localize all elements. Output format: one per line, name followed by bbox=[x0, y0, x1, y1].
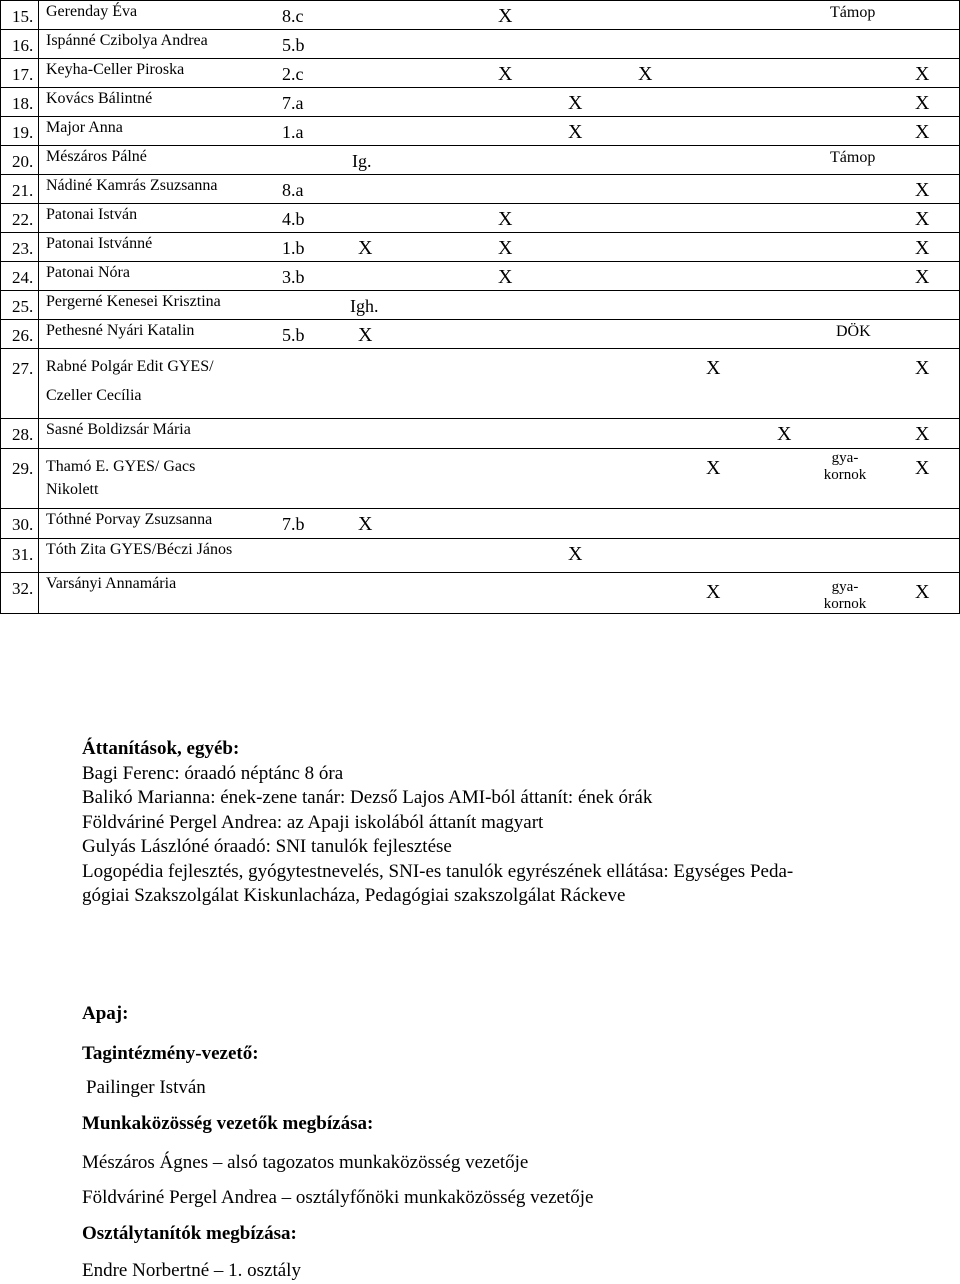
x-mark: X bbox=[568, 121, 583, 143]
teacher-name: Tóth Zita GYES/Béczi János bbox=[46, 541, 233, 558]
x-mark: X bbox=[915, 208, 930, 230]
x-mark: X bbox=[915, 92, 930, 114]
x-mark: X bbox=[358, 513, 373, 535]
class-label: Igh. bbox=[350, 296, 379, 316]
row-divider bbox=[0, 348, 960, 349]
row-number: 20. bbox=[12, 152, 34, 171]
row-divider bbox=[0, 319, 960, 320]
x-mark: X bbox=[915, 179, 930, 201]
x-mark: X bbox=[915, 457, 930, 479]
row-number: 32. bbox=[12, 579, 34, 598]
workgroup-leader: Földváriné Pergel Andrea – osztályfőnöki munkaközösség vezetője bbox=[82, 1187, 594, 1208]
head-name: Pailinger István bbox=[86, 1077, 206, 1098]
row-divider bbox=[0, 290, 960, 291]
class-label: 2.c bbox=[282, 64, 304, 84]
support-label bbox=[815, 579, 875, 614]
row-divider bbox=[0, 203, 960, 204]
teacher-name: Rabné Polgár Edit GYES/ bbox=[46, 358, 214, 375]
staff-table bbox=[0, 0, 960, 620]
row-number: 21. bbox=[12, 181, 34, 200]
notes-title: Áttanítások, egyéb: bbox=[82, 738, 240, 759]
support-label: DÖK bbox=[836, 323, 871, 340]
x-mark: X bbox=[498, 237, 513, 259]
class-label: Ig. bbox=[352, 151, 372, 171]
apaj-title: Apaj: bbox=[82, 1003, 129, 1024]
x-mark: X bbox=[498, 266, 513, 288]
workgroup-label: Munkaközösség vezetők megbízása: bbox=[82, 1113, 374, 1134]
row-divider bbox=[0, 87, 960, 88]
teacher-name: Patonai Nóra bbox=[46, 264, 130, 281]
row-number: 22. bbox=[12, 210, 34, 229]
row-number: 25. bbox=[12, 297, 34, 316]
row-divider bbox=[0, 116, 960, 117]
x-mark: X bbox=[498, 5, 513, 27]
class-teacher: Endre Norbertné – 1. osztály bbox=[82, 1260, 301, 1281]
teacher-name-cont: Nikolett bbox=[46, 481, 99, 498]
x-mark: X bbox=[915, 266, 930, 288]
x-mark: X bbox=[568, 92, 583, 114]
x-mark: X bbox=[915, 237, 930, 259]
x-mark: X bbox=[638, 63, 653, 85]
x-mark: X bbox=[706, 357, 721, 379]
teachers-label: Osztálytanítók megbízása: bbox=[82, 1223, 297, 1244]
row-number: 24. bbox=[12, 268, 34, 287]
support-label-line: kornok bbox=[823, 467, 867, 484]
row-number: 30. bbox=[12, 515, 34, 534]
x-mark: X bbox=[915, 121, 930, 143]
support-label-line: kornok bbox=[823, 596, 867, 613]
column-divider bbox=[0, 0, 1, 613]
row-divider bbox=[0, 538, 960, 539]
row-number: 31. bbox=[12, 545, 34, 564]
support-label-line: gya- bbox=[831, 579, 859, 595]
support-label: Támop bbox=[830, 149, 876, 166]
teacher-name-cont: Czeller Cecília bbox=[46, 387, 142, 404]
support-label-line: gya- bbox=[831, 450, 859, 466]
teacher-name: Patonai Istvánné bbox=[46, 235, 153, 252]
row-divider bbox=[0, 508, 960, 509]
column-divider bbox=[38, 0, 39, 613]
row-number: 28. bbox=[12, 425, 34, 444]
row-number: 16. bbox=[12, 36, 34, 55]
teacher-name: Nádiné Kamrás Zsuzsanna bbox=[46, 177, 218, 194]
class-label: 4.b bbox=[282, 209, 305, 229]
support-label: Támop bbox=[830, 4, 876, 21]
x-mark: X bbox=[706, 457, 721, 479]
x-mark: X bbox=[915, 581, 930, 603]
notes-line: Gulyás Lászlóné óraadó: SNI tanulók fejlesztése bbox=[82, 836, 452, 857]
teacher-name: Gerenday Éva bbox=[46, 3, 138, 20]
x-mark: X bbox=[358, 324, 373, 346]
teacher-name: Ispánné Czibolya Andrea bbox=[46, 32, 208, 49]
class-label: 5.b bbox=[282, 35, 305, 55]
x-mark: X bbox=[915, 63, 930, 85]
row-number: 23. bbox=[12, 239, 34, 258]
class-label: 5.b bbox=[282, 325, 305, 345]
class-label: 3.b bbox=[282, 267, 305, 287]
teacher-name: Major Anna bbox=[46, 119, 123, 136]
x-mark: X bbox=[915, 423, 930, 445]
x-mark: X bbox=[498, 208, 513, 230]
teacher-name: Mészáros Pálné bbox=[46, 148, 147, 165]
notes-line: Balikó Marianna: ének-zene tanár: Dezső Lajos AMI-ból áttanít: ének órák bbox=[82, 787, 653, 808]
x-mark: X bbox=[358, 237, 373, 259]
class-label: 8.a bbox=[282, 180, 304, 200]
class-label: 1.b bbox=[282, 238, 305, 258]
x-mark: X bbox=[498, 63, 513, 85]
workgroup-leader: Mészáros Ágnes – alsó tagozatos munkaközösség vezetője bbox=[82, 1152, 529, 1173]
notes-line: Földváriné Pergel Andrea: az Apaji iskolából áttanít magyart bbox=[82, 811, 544, 833]
row-divider bbox=[0, 261, 960, 262]
teacher-name: Kovács Bálintné bbox=[46, 90, 153, 107]
teacher-name: Tóthné Porvay Zsuzsanna bbox=[46, 511, 213, 528]
class-label: 1.a bbox=[282, 122, 304, 142]
row-divider bbox=[0, 174, 960, 175]
row-number: 27. bbox=[12, 359, 34, 378]
teacher-name: Thamó E. GYES/ Gacs bbox=[46, 458, 196, 475]
row-number: 15. bbox=[12, 7, 34, 26]
x-mark: X bbox=[915, 357, 930, 379]
row-divider bbox=[0, 145, 960, 146]
notes-line: Logopédia fejlesztés, gyógytestnevelés, SNI-es tanulók egyrészének ellátása: Egységes Peda- bbox=[82, 860, 794, 882]
class-label: 8.c bbox=[282, 6, 304, 26]
row-divider bbox=[0, 29, 960, 30]
teacher-name: Patonai István bbox=[46, 206, 138, 223]
head-label: Tagintézmény-vezető: bbox=[82, 1043, 259, 1064]
notes-line: Bagi Ferenc: óraadó néptánc 8 óra bbox=[82, 762, 344, 784]
teacher-name: Pergerné Kenesei Krisztina bbox=[46, 293, 221, 310]
row-number: 19. bbox=[12, 123, 34, 142]
row-divider bbox=[0, 232, 960, 233]
row-number: 17. bbox=[12, 65, 34, 84]
teacher-name: Sasné Boldizsár Mária bbox=[46, 421, 191, 438]
row-number: 18. bbox=[12, 94, 34, 113]
row-number: 29. bbox=[12, 459, 34, 478]
row-divider bbox=[0, 0, 960, 1]
class-label: 7.a bbox=[282, 93, 304, 113]
x-mark: X bbox=[706, 581, 721, 603]
notes-line: gógiai Szakszolgálat Kiskunlacháza, Pedagógiai szakszolgálat Ráckeve bbox=[82, 885, 626, 906]
teacher-name: Varsányi Annamária bbox=[46, 575, 177, 592]
support-label bbox=[815, 450, 875, 485]
x-mark: X bbox=[777, 423, 792, 445]
row-divider bbox=[0, 418, 960, 419]
row-divider bbox=[0, 448, 960, 449]
teacher-name: Pethesné Nyári Katalin bbox=[46, 322, 195, 339]
class-label: 7.b bbox=[282, 514, 305, 534]
x-mark: X bbox=[568, 543, 583, 565]
row-divider bbox=[0, 58, 960, 59]
row-number: 26. bbox=[12, 326, 34, 345]
teacher-name: Keyha-Celler Piroska bbox=[46, 61, 185, 78]
notes-section bbox=[82, 737, 793, 909]
row-divider bbox=[0, 572, 960, 573]
